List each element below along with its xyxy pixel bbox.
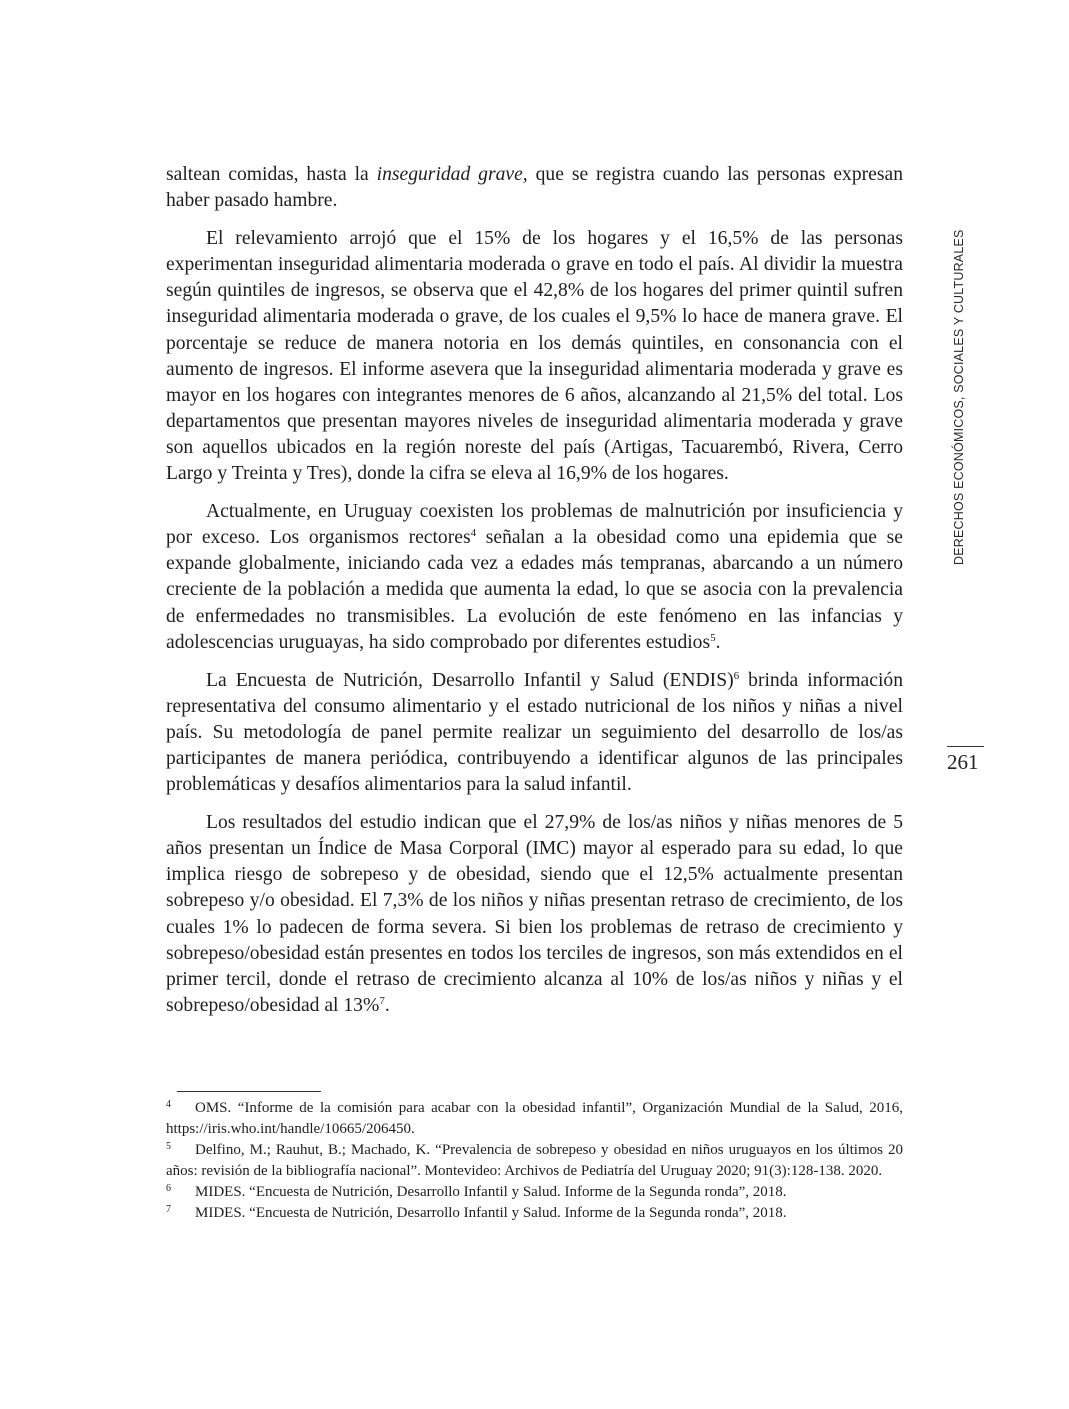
text-run: señalan a la obesidad como una epidemia que se expande globalmente, iniciando cada vez a edades más tempranas, abarcando a un número creciente de la población a medida que aumenta la edad, lo que se asocia con la prevalencia de enfermedades no transmisibles. La evolución de este fenómeno en las infancias y adolescencias uruguayas, ha sido comprobado por diferentes estudios xyxy=(166,527,903,653)
text-run: saltean comidas, hasta la xyxy=(166,164,377,185)
footnote-separator xyxy=(177,1091,321,1092)
footnote-ref-4[interactable]: 4 xyxy=(470,527,477,540)
footnote-7: 7 MIDES. “Encuesta de Nutrición, Desarrollo Infantil y Salud. Informe de la Segunda ronda”, 2018. xyxy=(166,1204,787,1221)
page-number: 261 xyxy=(947,750,979,774)
text-run: que se registra cuando las personas expresan haber pasado hambre. xyxy=(166,164,903,212)
text-run: brinda información representativa del consumo alimentario y el estado nutricional de los niños y niñas a nivel país. Su metodología de panel permite realizar un seguimiento del desarrollo de los/as participantes de manera periódica, contribuyendo a identificar algunos de las principales problemáticas y desafíos alimentarios para la salud infantil. xyxy=(166,669,903,796)
paragraph-survey-results: El relevamiento arrojó que el 15% de los hogares y el 16,5% de las personas experimentan inseguridad alimentaria moderada o grave en todo el país. Al dividir la muestra según quintiles de ingresos, se observa que el 42,8% de los hogares del primer quintil sufren inseguridad alimentaria moderada o grave, de los cuales el 9,5% lo hace de manera grave. El porcentaje se reduce de manera notoria en los demás quintiles, en consonancia con el aumento de ingresos. El informe asevera que la inseguridad alimentaria moderada y grave es mayor en los hogares con integrantes menores de 6 años, alcanzando al 21,5% del total. Los departamentos que presentan mayores niveles de inseguridad alimentaria moderada y grave son aquellos ubicados en la región noreste del país (Artigas, Tacuarembó, Rivera, Cerro Largo y Treinta y Tres), donde la cifra se eleva al 16,9% de los hogares. xyxy=(166,228,903,485)
text-run: Los resultados del estudio indican que el 27,9% de los/as niños y niñas menores de 5 años presentan un Índice de Masa Corporal (IMC) mayor al esperado para su edad, lo que implica riesgo de sobrepeso y de obesidad, siendo que el 12,5% actualmente presentan sobrepeso y/o obesidad. El 7,3% de los niños y niñas presentan retraso de crecimiento, de los cuales 1% lo padecen de forma severa. Si bien los problemas de retraso de crecimiento y sobrepeso/obesidad están presentes en todos los terciles de ingresos, son más extendidos en el primer tercil, donde el retraso de crecimiento alcanza al 10% de los/as niños y niñas y el sobrepeso/obesidad al 13% xyxy=(166,812,903,1016)
running-header-text: DERECHOS ECONÓMICOS, SOCIALES Y CULTURALES xyxy=(952,229,966,565)
footnote-ref-5[interactable]: 5 xyxy=(710,631,716,644)
text-run: . xyxy=(384,994,390,1016)
footnotes xyxy=(166,1098,903,1224)
paragraph-continued xyxy=(166,162,903,214)
text-run: . xyxy=(715,631,721,653)
footnote-6: 6 MIDES. “Encuesta de Nutrición, Desarrollo Infantil y Salud. Informe de la Segunda ronda”, 2018. xyxy=(166,1183,787,1200)
paragraph-endis xyxy=(166,668,903,798)
footnote-text: MIDES. “Encuesta de Nutrición, Desarrollo Infantil y Salud. Informe de la Segunda ronda”, 2018. xyxy=(195,1205,787,1221)
footnote-text: Delfino, M.; Rauhut, B.; Machado, K. “Prevalencia de sobrepeso y obesidad en niños uruguayos en los últimos 20 años: revisión de la bibliografía nacional”. Montevideo: Archivos de Pediatría del Uruguay 2020; 91(3):128-138. 2020. xyxy=(166,1142,903,1179)
text-run: Actualmente, en Uruguay coexisten los problemas de malnutrición por insuficiencia y por exceso. Los organismos rectores xyxy=(166,501,903,549)
emphasis-text: inseguridad grave, xyxy=(376,164,528,185)
footnote-text: MIDES. “Encuesta de Nutrición, Desarrollo Infantil y Salud. Informe de la Segunda ronda”, 2018. xyxy=(195,1184,787,1200)
paragraph-malnutrition xyxy=(166,499,903,656)
text-run: La Encuesta de Nutrición, Desarrollo Infantil y Salud (ENDIS) xyxy=(206,669,734,691)
body-text xyxy=(166,162,903,1031)
footnote-4: 4 OMS. “Informe de la comisión para acabar con la obesidad infantil”, Organización Mundial de la Salud, 2016, https://iris.who.int/handle/10665/206450. xyxy=(166,1099,903,1137)
footnote-ref-6[interactable]: 6 xyxy=(733,669,740,682)
paragraph-study-results xyxy=(166,810,903,1019)
page-number-rule xyxy=(947,746,984,747)
footnote-5: 5 Delfino, M.; Rauhut, B.; Machado, K. “Prevalencia de sobrepeso y obesidad en niños uruguayos en los últimos 20 años: revisión de la bibliografía nacional”. Montevideo: Archivos de Pediatría del Uruguay 2020; 91(3):128-138. 2020. xyxy=(166,1141,903,1179)
footnote-ref-7[interactable]: 7 xyxy=(379,994,385,1007)
footnote-text: OMS. “Informe de la comisión para acabar con la obesidad infantil”, Organización Mundial de la Salud, 2016, https://iris.who.int/handle/10665/206450. xyxy=(166,1100,903,1137)
running-header xyxy=(950,229,970,565)
